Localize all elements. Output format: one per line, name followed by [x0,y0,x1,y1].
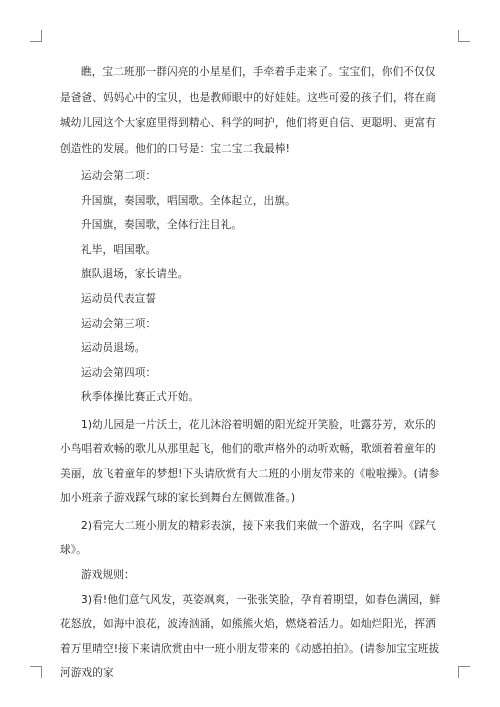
paragraph-item-4: 升国旗，奏国歌，全体行注目礼。 [81,219,243,232]
crop-mark-top-left-v [41,30,42,42]
crop-mark-top-right-h [458,41,470,42]
document-body [60,60,445,686]
paragraph-item-7: 运动员代表宣誓 [81,292,157,305]
paragraph-item-2: 运动会第二项： [81,170,157,182]
crop-mark-bottom-left-v [41,666,42,678]
paragraph-program-1: 1)幼儿园是一片沃土，花儿沐浴着明媚的阳光绽开笑脸，吐露芬芳，欢乐的小鸟唱着欢畅的歌儿从那里起飞，他们的歌声格外的动听欢畅，歌颂着着童年的美丽，放飞着童年的梦想!下头请欣赏有大二班的小朋友带来的《啦啦操》。(请参加小班亲子游戏踩气球的家长到舞台左侧做准备。) [60,418,440,505]
crop-mark-bottom-right-h [458,666,470,667]
paragraph-intro: 瞧，宝二班那一群闪亮的小星星们，手牵着手走来了。宝宝们，你们不仅仅是爸爸、妈妈心中的宝贝，也是教师眼中的好娃娃。这些可爱的孩子们，将在商城幼儿园这个大家庭里得到精心、科学的呵护，他们将更自信、更聪明、更富有创造性的发展。他们的口号是：宝二宝二我最棒! [60,66,437,155]
paragraph-game-rules: 游戏规则： [81,568,135,581]
paragraph-item-10: 运动会第四项： [81,366,157,379]
paragraph-item-5: 礼毕，唱国歌。 [81,243,157,256]
paragraph-program-2: 2)看完大二班小朋友的精彩表演，接下来我们来做一个游戏，名字叫《踩气球》。 [60,519,436,557]
crop-mark-top-right-v [458,30,459,42]
paragraph-item-6: 旗队退场，家长请坐。 [81,268,189,281]
crop-mark-bottom-right-v [458,666,459,678]
paragraph-item-11: 秋季体操比赛正式开始。 [81,391,200,404]
paragraph-item-3: 升国旗，奏国歌，唱国歌。全体起立，出旗。 [81,194,296,207]
paragraph-item-9: 运动员退场。 [81,342,146,355]
paragraph-program-3: 3)看!他们意气风发，英姿飒爽，一张张笑脸，孕育着期望，如春色满园，鲜花怒放，如海中浪花，波涛汹涌，如熊熊火焰，燃烧着活力。如灿烂阳光，挥洒着万里晴空!接下来请欣赏由中一班小朋友带来的《动感拍拍》。(请参加宝宝班拔河游戏的家 [60,593,441,680]
paragraph-item-8: 运动会第三项： [81,317,157,330]
